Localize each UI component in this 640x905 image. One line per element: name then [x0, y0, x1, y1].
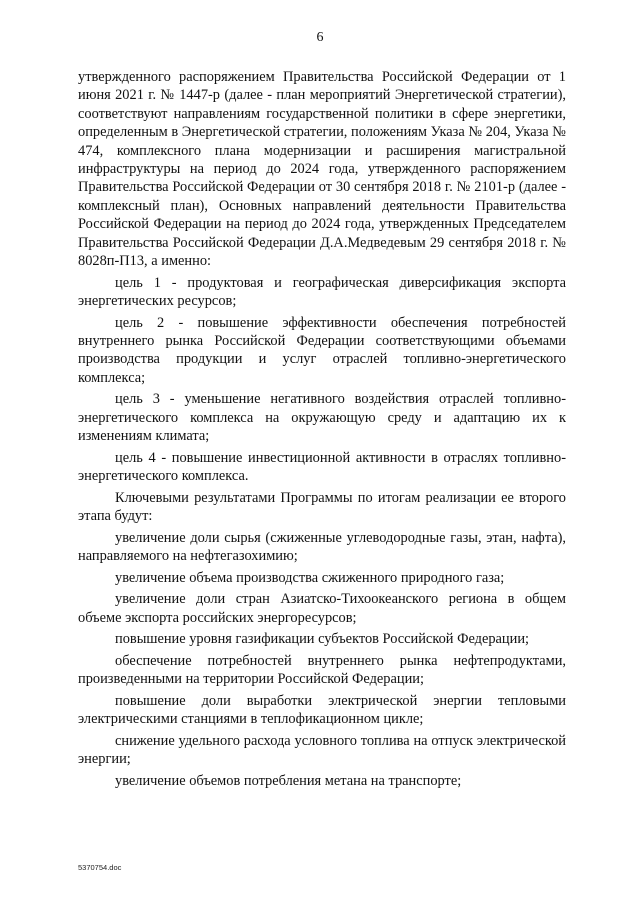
paragraph-goal-2: цель 2 - повышение эффективности обеспечения потребностей внутреннего рынка Российской Федерации соответствующими объемами производства продукции и услуг отраслей топливно-энергетического комплекса; [78, 314, 566, 386]
list-item: увеличение объемов потребления метана на транспорте; [115, 773, 462, 790]
paragraph-key-results: Ключевыми результатами Программы по итогам реализации ее второго этапа будут: [78, 489, 566, 525]
paragraph-goal-3: цель 3 - уменьшение негативного воздействия отраслей топливно-энергетического комплекса на окружающую среду и адаптацию их к изменениям климата; [78, 391, 566, 445]
page-number: 6 [316, 30, 324, 45]
document-body [78, 68, 566, 794]
document-code: 5370754.doc [78, 863, 122, 872]
list-item: увеличение объема производства сжиженного природного газа; [115, 569, 505, 586]
list-item: увеличение доли стран Азиатско-Тихоокеанского региона в общем объеме экспорта российских энергоресурсов; [78, 591, 566, 626]
list-item: обеспечение потребностей внутреннего рынка нефтепродуктами, произведенными на территории Российской Федерации; [78, 653, 566, 688]
paragraph-goal-1: цель 1 - продуктовая и географическая диверсификация экспорта энергетических ресурсов; [78, 274, 566, 310]
list-item: повышение доли выработки электрической энергии тепловыми электрическими станциями в теплофикационном цикле; [78, 693, 566, 728]
paragraph-goal-4: цель 4 - повышение инвестиционной активности в отраслях топливно-энергетического комплекса. [78, 449, 566, 485]
list-item: увеличение доли сырья (сжиженные углеводородные газы, этан, нафта), направляемого на нефтегазохимию; [78, 529, 566, 565]
list-item: повышение уровня газификации субъектов Российской Федерации; [115, 631, 530, 648]
paragraph-intro: утвержденного распоряжением Правительства Российской Федерации от 1 июня 2021 г. № 1447-р (далее - план мероприятий Энергетической стратегии), соответствуют направлениям государственной политики в сфере энергетики, определенным в Энергетической стратегии, положениям Указа № 204, Указа № 474, комплексного плана модернизации и расширения магистральной инфраструктуры на период до 2024 года, утвержденного распоряжением Правительства Российской Федерации от 30 сентября 2018 г. № 2101-р (далее - комплексный план), Основных направлений деятельности Правительства Российской Федерации на период до 2024 года, утвержденных Председателем Правительства Российской Федерации Д.А.Медведевым 29 сентября 2018 г. № 8028п-П13, а именно: [78, 69, 566, 270]
list-item: снижение удельного расхода условного топлива на отпуск электрической энергии; [78, 733, 566, 768]
